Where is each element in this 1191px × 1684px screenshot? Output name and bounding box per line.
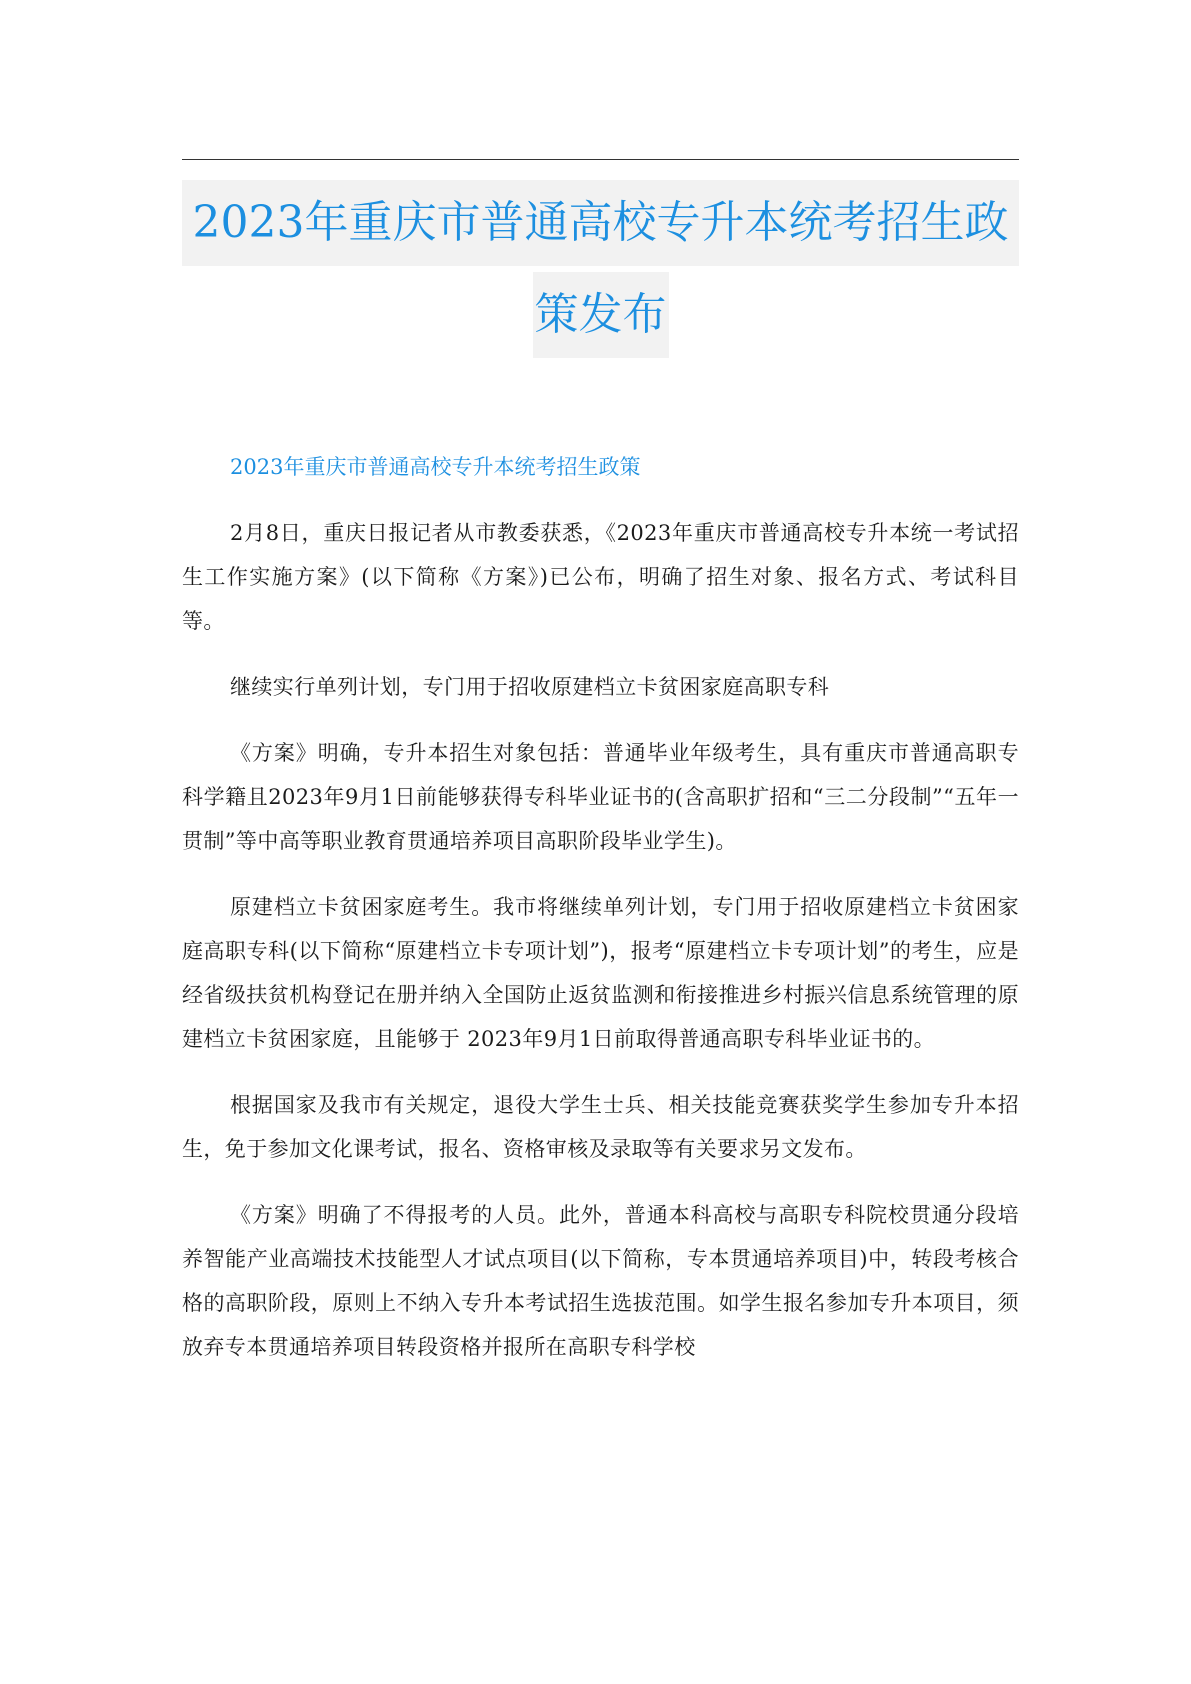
paragraph-5: 根据国家及我市有关规定，退役大学生士兵、相关技能竞赛获奖学生参加专升本招生，免于参加文化课考试，报名、资格审核及录取等有关要求另文发布。: [182, 1093, 1019, 1161]
paragraph-3: 《方案》明确，专升本招生对象包括：普通毕业年级考生，具有重庆市普通高职专科学籍且2023年9月1日前能够获得专科毕业证书的(含高职扩招和“三二分段制”“五年一贯制”等中高等职业教育贯通培养项目高职阶段毕业学生)。: [182, 741, 1019, 853]
document-body: [182, 445, 1019, 1391]
section-heading: 2023年重庆市普通高校专升本统考招生政策: [230, 455, 641, 479]
paragraph-6: 《方案》明确了不得报考的人员。此外，普通本科高校与高职专科院校贯通分段培养智能产业高端技术技能型人才试点项目(以下简称，专本贯通培养项目)中，转段考核合格的高职阶段，原则上不纳入专升本考试招生选拔范围。如学生报名参加专升本项目，须放弃专本贯通培养项目转段资格并报所在高职专科学校: [182, 1203, 1019, 1359]
header-rule: [182, 159, 1019, 160]
paragraph-4: 原建档立卡贫困家庭考生。我市将继续单列计划，专门用于招收原建档立卡贫困家庭高职专科(以下简称“原建档立卡专项计划”)，报考“原建档立卡专项计划”的考生，应是经省级扶贫机构登记在册并纳入全国防止返贫监测和衔接推进乡村振兴信息系统管理的原建档立卡贫困家庭，且能够于 2023年9月1日前取得普通高职专科毕业证书的。: [182, 895, 1019, 1051]
document-title: [182, 180, 1019, 358]
title-line-1: 2023年重庆市普通高校专升本统考招生政: [182, 180, 1019, 266]
title-line-2: 策发布: [533, 272, 669, 358]
paragraph-1: 2月8日，重庆日报记者从市教委获悉，《2023年重庆市普通高校专升本统一考试招生工作实施方案》(以下简称《方案》)已公布，明确了招生对象、报名方式、考试科目等。: [182, 521, 1019, 633]
paragraph-2: 继续实行单列计划，专门用于招收原建档立卡贫困家庭高职专科: [230, 675, 830, 699]
